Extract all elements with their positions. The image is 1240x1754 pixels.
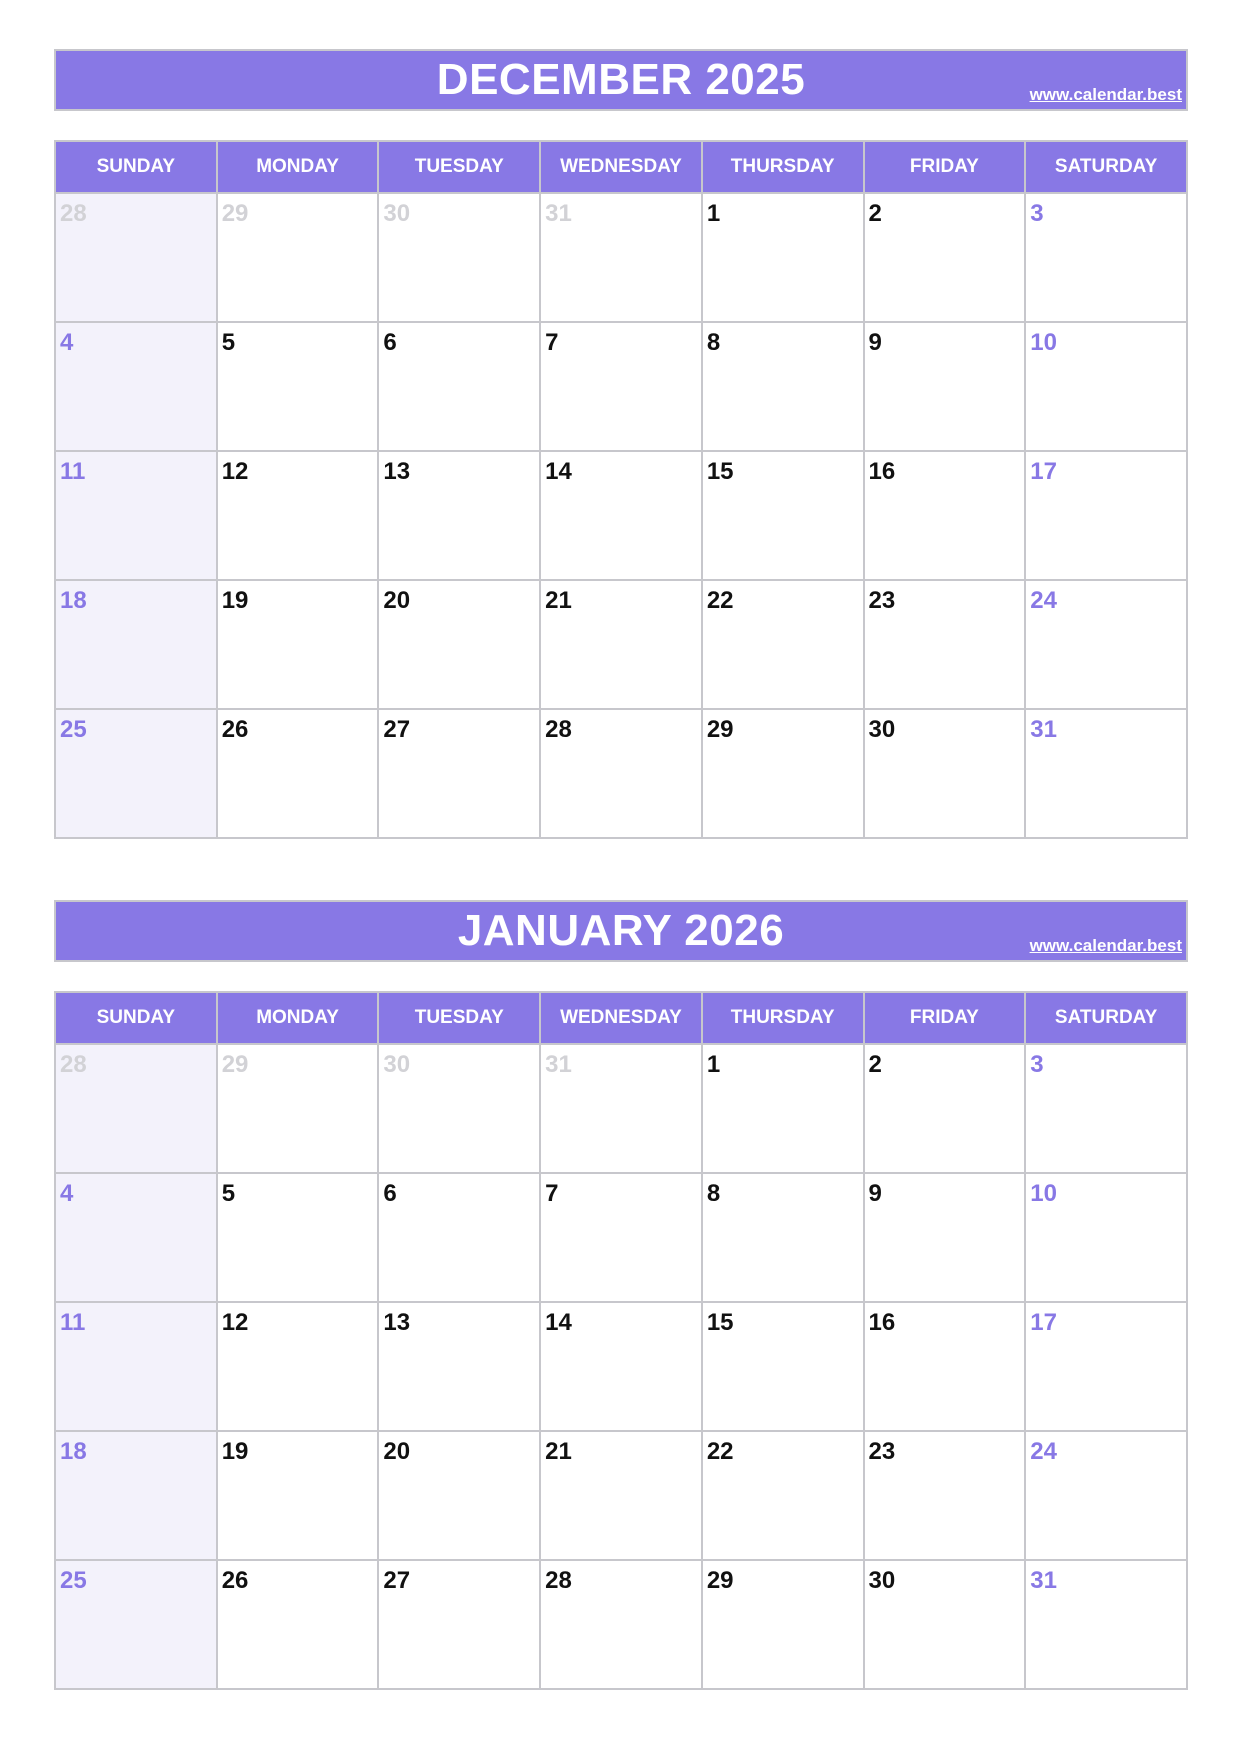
day-cell[interactable]	[1025, 709, 1187, 838]
day-cell[interactable]	[540, 1173, 702, 1302]
day-number: 20	[383, 587, 411, 614]
week-row	[55, 1560, 1187, 1689]
day-cell[interactable]	[55, 1173, 217, 1302]
day-cell[interactable]	[1025, 1173, 1187, 1302]
day-cell[interactable]	[702, 193, 864, 322]
day-cell[interactable]	[540, 1560, 702, 1689]
day-number: 22	[706, 1438, 734, 1465]
day-number: 19	[221, 587, 249, 614]
day-cell[interactable]	[55, 193, 217, 322]
day-number: 6	[383, 1180, 397, 1207]
day-cell[interactable]	[702, 709, 864, 838]
day-cell[interactable]	[55, 580, 217, 709]
week-row	[55, 322, 1187, 451]
month-title-bar	[54, 49, 1188, 111]
day-cell[interactable]	[217, 1044, 379, 1173]
day-cell[interactable]	[1025, 451, 1187, 580]
website-link[interactable]: www.calendar.best	[1029, 85, 1182, 104]
weekday-header-tuesday: TUESDAY	[378, 141, 540, 193]
day-number: 4	[60, 1180, 74, 1207]
day-cell[interactable]	[55, 1431, 217, 1560]
day-number: 1	[706, 1051, 721, 1078]
day-number: 9	[868, 329, 882, 356]
day-number: 29	[706, 1567, 734, 1594]
weekday-header-friday: FRIDAY	[864, 141, 1026, 193]
day-number: 11	[60, 458, 86, 485]
day-number: 2	[868, 1051, 882, 1078]
day-cell[interactable]	[702, 451, 864, 580]
day-number: 7	[545, 1180, 559, 1207]
weekday-header-tuesday: TUESDAY	[378, 992, 540, 1044]
day-cell[interactable]	[1025, 1560, 1187, 1689]
weekday-header-thursday: THURSDAY	[702, 141, 864, 193]
day-cell[interactable]	[540, 1302, 702, 1431]
day-cell[interactable]	[540, 1431, 702, 1560]
weekday-header-row	[55, 141, 1187, 193]
day-cell[interactable]	[864, 580, 1026, 709]
day-cell[interactable]	[1025, 1431, 1187, 1560]
week-row	[55, 1044, 1187, 1173]
day-cell[interactable]	[55, 709, 217, 838]
day-number: 16	[868, 458, 896, 485]
weekday-header-saturday: SATURDAY	[1025, 992, 1187, 1044]
day-number: 12	[221, 1309, 249, 1336]
day-cell[interactable]	[217, 1560, 379, 1689]
day-number: 31	[545, 1051, 572, 1078]
day-number: 31	[545, 200, 572, 227]
weekday-header-saturday: SATURDAY	[1025, 141, 1187, 193]
day-cell[interactable]	[1025, 580, 1187, 709]
weekday-header-wednesday: WEDNESDAY	[540, 992, 702, 1044]
day-number: 25	[60, 716, 87, 743]
day-number: 8	[706, 1180, 721, 1207]
day-cell[interactable]	[702, 322, 864, 451]
day-number: 25	[60, 1567, 87, 1594]
day-number: 29	[706, 716, 734, 743]
day-cell[interactable]	[864, 322, 1026, 451]
day-cell[interactable]	[540, 1044, 702, 1173]
day-number: 30	[383, 200, 411, 227]
month-title-bar	[54, 900, 1188, 962]
day-number: 18	[60, 587, 87, 614]
day-number: 10	[1030, 329, 1057, 356]
day-cell[interactable]	[540, 709, 702, 838]
day-cell[interactable]	[378, 1044, 540, 1173]
day-cell[interactable]	[217, 1302, 379, 1431]
weekday-header-sunday: SUNDAY	[55, 141, 217, 193]
day-cell[interactable]	[217, 1173, 379, 1302]
day-number: 30	[868, 1567, 896, 1594]
day-cell[interactable]	[702, 1560, 864, 1689]
day-cell[interactable]	[217, 322, 379, 451]
day-number: 29	[221, 1051, 249, 1078]
day-cell[interactable]	[864, 193, 1026, 322]
day-number: 5	[221, 329, 236, 356]
day-number: 2	[868, 200, 882, 227]
day-cell[interactable]	[702, 1302, 864, 1431]
day-cell[interactable]	[1025, 193, 1187, 322]
week-row	[55, 451, 1187, 580]
day-number: 16	[868, 1309, 896, 1336]
day-cell[interactable]	[378, 1173, 540, 1302]
day-number: 28	[60, 200, 87, 227]
day-number: 28	[60, 1051, 87, 1078]
day-cell[interactable]	[702, 1173, 864, 1302]
day-number: 15	[706, 1309, 734, 1336]
day-cell[interactable]	[217, 580, 379, 709]
day-number: 28	[545, 1567, 572, 1594]
day-number: 8	[706, 329, 721, 356]
day-number: 31	[1030, 1567, 1057, 1594]
day-cell[interactable]	[217, 451, 379, 580]
day-cell[interactable]	[55, 1302, 217, 1431]
day-number: 30	[383, 1051, 411, 1078]
day-cell[interactable]	[1025, 1044, 1187, 1173]
day-cell[interactable]	[864, 709, 1026, 838]
day-number: 29	[221, 200, 249, 227]
day-cell[interactable]	[217, 709, 379, 838]
weekday-header-friday: FRIDAY	[864, 992, 1026, 1044]
day-cell[interactable]	[702, 580, 864, 709]
month-title: DECEMBER 2025	[436, 55, 806, 104]
day-number: 21	[545, 587, 572, 614]
day-cell[interactable]	[55, 322, 217, 451]
day-cell[interactable]	[864, 451, 1026, 580]
day-cell[interactable]	[864, 1173, 1026, 1302]
weekday-header-thursday: THURSDAY	[702, 992, 864, 1044]
day-number: 6	[383, 329, 397, 356]
day-number: 4	[60, 329, 74, 356]
day-cell[interactable]	[378, 322, 540, 451]
day-number: 11	[60, 1309, 86, 1336]
week-row	[55, 1302, 1187, 1431]
calendar-body	[55, 1044, 1187, 1689]
day-cell[interactable]	[864, 1302, 1026, 1431]
day-number: 26	[221, 716, 249, 743]
day-number: 5	[221, 1180, 236, 1207]
calendar-grid	[54, 140, 1188, 839]
week-row	[55, 580, 1187, 709]
day-cell[interactable]	[378, 709, 540, 838]
day-cell[interactable]	[378, 193, 540, 322]
day-cell[interactable]	[702, 1431, 864, 1560]
calendar-grid	[54, 991, 1188, 1690]
day-cell[interactable]	[1025, 1302, 1187, 1431]
day-cell[interactable]	[864, 1044, 1026, 1173]
weekday-header-wednesday: WEDNESDAY	[540, 141, 702, 193]
week-row	[55, 1431, 1187, 1560]
day-cell[interactable]	[864, 1431, 1026, 1560]
day-number: 30	[868, 716, 896, 743]
day-number: 15	[706, 458, 734, 485]
day-number: 3	[1030, 200, 1044, 227]
day-number: 21	[545, 1438, 572, 1465]
weekday-header-monday: MONDAY	[217, 141, 379, 193]
day-number: 27	[383, 1567, 411, 1594]
day-number: 1	[706, 200, 721, 227]
day-cell[interactable]	[378, 1302, 540, 1431]
day-cell[interactable]	[702, 1044, 864, 1173]
day-number: 22	[706, 587, 734, 614]
weekday-header-row	[55, 992, 1187, 1044]
week-row	[55, 1173, 1187, 1302]
day-cell[interactable]	[1025, 322, 1187, 451]
day-number: 31	[1030, 716, 1057, 743]
day-cell[interactable]	[540, 580, 702, 709]
day-number: 19	[221, 1438, 249, 1465]
day-number: 18	[60, 1438, 87, 1465]
weekday-header-monday: MONDAY	[217, 992, 379, 1044]
day-number: 14	[545, 458, 572, 485]
day-number: 7	[545, 329, 559, 356]
day-number: 17	[1030, 1309, 1057, 1336]
day-cell[interactable]	[378, 580, 540, 709]
day-number: 3	[1030, 1051, 1044, 1078]
day-cell[interactable]	[378, 1560, 540, 1689]
day-cell[interactable]	[540, 322, 702, 451]
day-number: 28	[545, 716, 572, 743]
week-row	[55, 709, 1187, 838]
day-number: 27	[383, 716, 411, 743]
day-cell[interactable]	[378, 451, 540, 580]
website-link[interactable]: www.calendar.best	[1029, 936, 1182, 955]
day-number: 13	[383, 1309, 411, 1336]
day-number: 13	[383, 458, 411, 485]
day-cell[interactable]	[864, 1560, 1026, 1689]
day-number: 24	[1030, 1438, 1057, 1465]
day-number: 24	[1030, 587, 1057, 614]
day-cell[interactable]	[378, 1431, 540, 1560]
day-number: 23	[868, 587, 896, 614]
week-row	[55, 193, 1187, 322]
day-cell[interactable]	[55, 1560, 217, 1689]
day-number: 17	[1030, 458, 1057, 485]
month-calendar-january-2026	[54, 900, 1188, 1594]
weekday-header-sunday: SUNDAY	[55, 992, 217, 1044]
day-number: 10	[1030, 1180, 1057, 1207]
calendar-body	[55, 193, 1187, 838]
day-cell[interactable]	[540, 193, 702, 322]
day-cell[interactable]	[217, 1431, 379, 1560]
day-cell[interactable]	[540, 451, 702, 580]
day-number: 14	[545, 1309, 572, 1336]
day-number: 9	[868, 1180, 882, 1207]
day-cell[interactable]	[55, 1044, 217, 1173]
day-number: 26	[221, 1567, 249, 1594]
month-title: JANUARY 2026	[457, 906, 785, 955]
month-calendar-december-2025	[54, 49, 1188, 743]
day-number: 23	[868, 1438, 896, 1465]
day-number: 20	[383, 1438, 411, 1465]
day-cell[interactable]	[217, 193, 379, 322]
day-number: 12	[221, 458, 249, 485]
day-cell[interactable]	[55, 451, 217, 580]
